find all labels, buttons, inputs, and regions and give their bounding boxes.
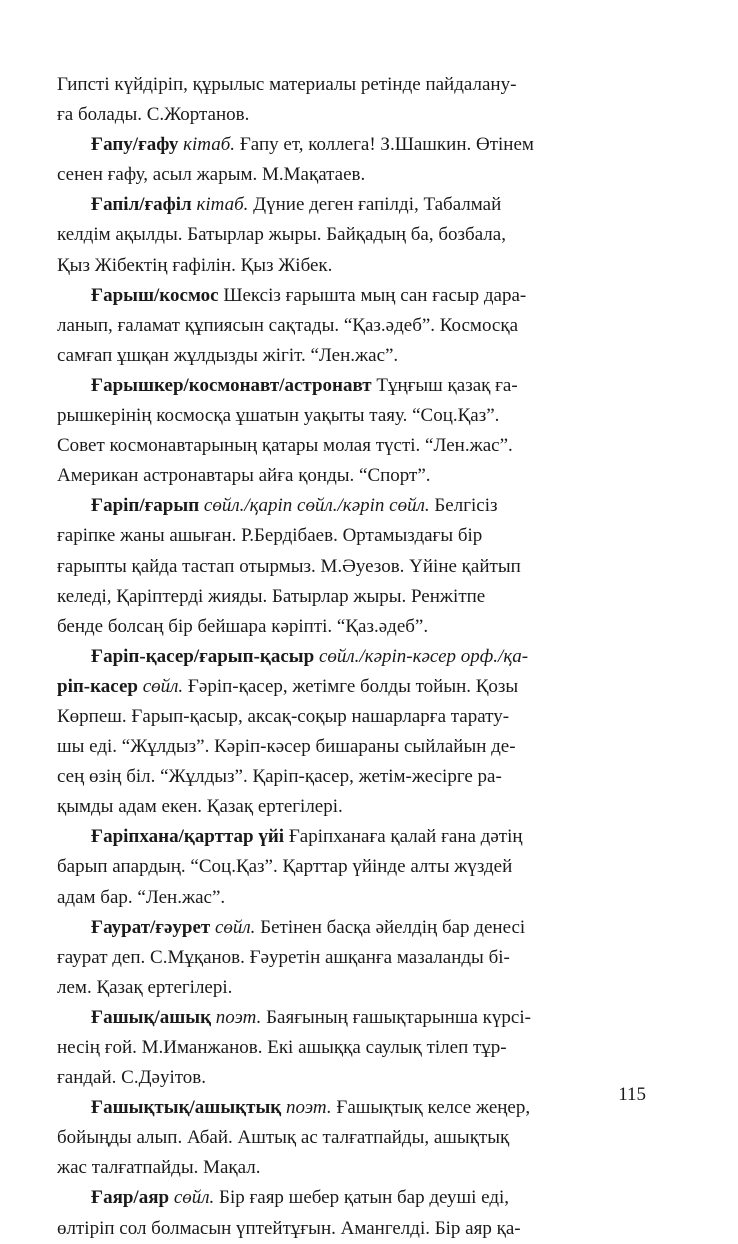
headword: Ғарыш/космос	[91, 284, 219, 306]
text-line: шы еді. “Жұлдыз”. Кәріп-кәсер бишараны сыйлайын де-	[57, 736, 516, 758]
usage-label: сөйл./қаріп сөйл./кәріп сөйл.	[203, 495, 430, 517]
headword: Ғаріп/ғарып	[91, 495, 200, 517]
dictionary-text	[57, 70, 649, 1244]
text-line: самғап ұшқан жұлдызды жігіт. “Лен.жас”.	[57, 344, 399, 366]
text-line: келеді, Қаріптерді жияды. Батырлар жыры. Ренжітпе	[57, 585, 486, 607]
text-line: Көрпеш. Ғарып-қасыр, аксақ-соқыр нашарларға тарату-	[57, 705, 510, 727]
text-line: ғандай. С.Дәуітов.	[57, 1067, 207, 1089]
text-line: қымды адам екен. Қазақ ертегілері.	[57, 796, 343, 818]
headword: Ғаріп-қасер/ғарып-қасыр	[91, 645, 315, 667]
headword: Ғапу/ғафу	[91, 134, 179, 156]
text-line: барып апардың. “Соц.Қаз”. Қарттар үйінде алты жүздей	[57, 856, 513, 878]
text-line: Ғашықтық/ашықтық поэт. Ғашықтық келсе жеңер,	[91, 1097, 531, 1119]
text-line: Ғашық/ашық поэт. Баяғының ғашықтарынша күрсі-	[91, 1006, 531, 1028]
text-line: Ғапіл/ғафіл кітаб. Дүние деген ғапілді, Табалмай	[91, 194, 502, 216]
text-line: Гипсті күйдіріп, құрылыс материалы ретінде пайдалану-	[57, 74, 517, 95]
headword: Ғаріпхана/қарттар үйі	[91, 826, 285, 848]
text-line: Ғарышкер/космонавт/астронавт Тұңғыш қазақ ға-	[91, 374, 518, 396]
text-line: ріп-касер сөйл. Ғәріп-қасер, жетімге болды тойын. Қозы	[57, 675, 519, 697]
usage-label: поэт.	[215, 1006, 262, 1028]
text-line: Ғарыш/космос Шексіз ғарышта мың сан ғасыр дара-	[91, 284, 527, 306]
usage-label: сөйл.	[142, 675, 184, 697]
text-line: жас талғатпайды. Мақал.	[57, 1157, 261, 1179]
usage-label: сөйл.	[214, 916, 256, 938]
text-line: келдім ақылды. Батырлар жыры. Байқадың ба, бозбала,	[57, 224, 506, 246]
headword: Ғарышкер/космонавт/астронавт	[91, 374, 372, 396]
text-line: Ғаяр/аяр сөйл. Бір ғаяр шебер қатын бар деуші еді,	[91, 1187, 510, 1209]
text-line: сенен ғафу, асыл жарым. М.Мақатаев.	[57, 164, 366, 186]
headword: ріп-касер	[57, 675, 138, 697]
text-line: ғаурат деп. С.Мұқанов. Ғәуретін ашқанға мазаланды бі-	[57, 946, 510, 968]
text-line: Совет космонавтарының қатары молая түсті. “Лен.жас”.	[57, 435, 513, 457]
usage-label: кітаб.	[183, 134, 236, 156]
text-line: адам бар. “Лен.жас”.	[57, 886, 226, 908]
text-line: өлтіріп сол болмасын үптейтұғын. Амангелді. Бір аяр қа-	[57, 1217, 521, 1239]
text-line	[57, 642, 649, 672]
text-line: Ғапу/ғафу кітаб. Ғапу ет, коллега! З.Шашкин. Өтінем	[91, 134, 534, 156]
text-line: ғарыпты қайда тастап отырмыз. М.Әуезов. Үйіне қайтып	[57, 555, 521, 577]
headword: Ғаяр/аяр	[91, 1187, 170, 1209]
text-line: Ғаріп/ғарып сөйл./қаріп сөйл./кәріп сөйл. Белгісіз	[91, 495, 498, 517]
text-line: Қыз Жібектің ғафілін. Қыз Жібек.	[57, 254, 333, 276]
text-line: сең өзің біл. “Жұлдыз”. Қаріп-қасер, жетім-жесірге ра-	[57, 766, 502, 788]
text-line: Ғаурат/ғәурет сөйл. Бетінен басқа әйелдің бар денесі	[91, 916, 526, 938]
text-line: ға болады. С.Жортанов.	[57, 104, 250, 126]
headword: Ғапіл/ғафіл	[91, 194, 192, 216]
headword: Ғаурат/ғәурет	[91, 916, 211, 938]
text-line: Американ астронавтары айға қонды. “Спорт”.	[57, 465, 431, 487]
text-line: ланып, ғаламат құпиясын сақтады. “Қаз.әдеб”. Космосқа	[57, 314, 519, 336]
text-line: ғаріпке жаны ашыған. Р.Бердібаев. Ортамыздағы бір	[57, 525, 483, 547]
headword: Ғашық/ашық	[91, 1006, 212, 1028]
text-line: бойыңды алып. Абай. Аштық ас талғатпайды, ашықтық	[57, 1127, 510, 1149]
text-line: несің ғой. М.Иманжанов. Екі ашыққа саулық тілеп тұр-	[57, 1037, 507, 1058]
usage-label: сөйл./кәріп-кәсер орф./қа-	[318, 645, 529, 667]
usage-label: кітаб.	[196, 194, 249, 216]
text-line: рышкерінің космосқа ұшатын уақыты таяу. “Соц.Қаз”.	[57, 405, 500, 427]
page-number: 115	[618, 1084, 646, 1105]
text-line: бенде болсаң бір бейшара кәріпті. “Қаз.әдеб”.	[57, 615, 429, 637]
text-line: лем. Қазақ ертегілері.	[57, 976, 233, 998]
headword: Ғашықтық/ашықтық	[91, 1097, 282, 1119]
text-line: Ғаріпхана/қарттар үйі Ғаріпханаға қалай ғана дәтің	[91, 826, 523, 848]
usage-label: сөйл.	[173, 1187, 215, 1209]
usage-label: поэт.	[286, 1097, 332, 1119]
